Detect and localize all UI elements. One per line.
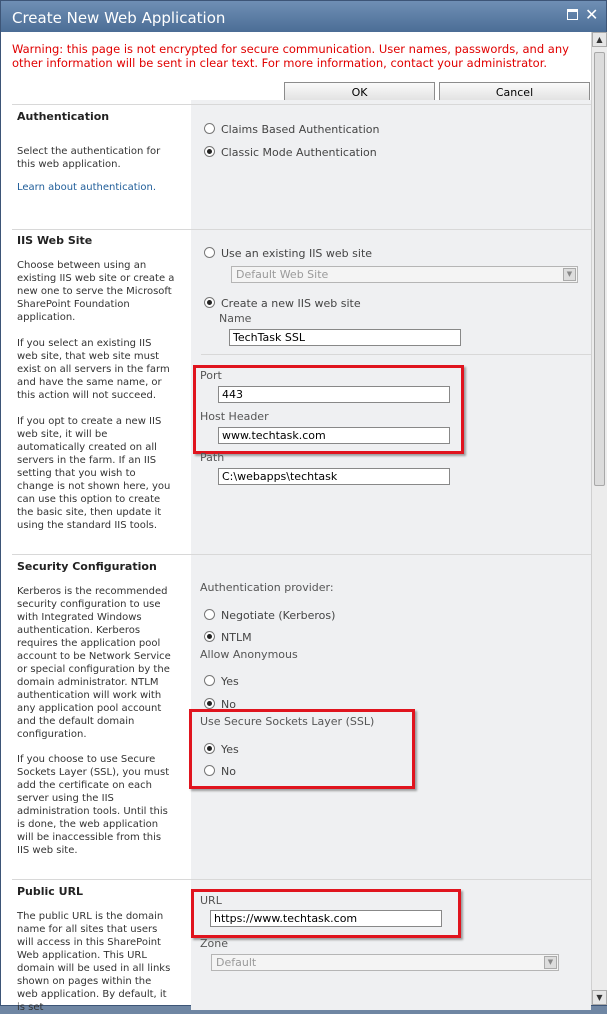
port-label: Port <box>200 369 222 382</box>
maximize-icon[interactable] <box>567 9 578 20</box>
authentication-description: Select the authentication for this web application. <box>17 146 161 170</box>
ssl-highlight <box>189 709 415 789</box>
vertical-scrollbar[interactable] <box>591 32 607 1005</box>
zone-label: Zone <box>200 937 229 950</box>
existing-site-value: Default Web Site <box>236 268 329 281</box>
name-label: Name <box>219 312 252 325</box>
ssl-label: Use Secure Sockets Layer (SSL) <box>200 715 375 728</box>
iis-description-1: Choose between using an existing IIS web site or create a new one to serve the Microsoft SharePoint Foundation application. <box>17 260 175 323</box>
divider <box>201 354 591 355</box>
close-icon[interactable]: ✕ <box>585 5 599 24</box>
chevron-down-icon[interactable]: ▼ <box>563 268 576 281</box>
dialog-content <box>1 32 591 1013</box>
zone-select[interactable] <box>211 954 559 971</box>
scroll-up-icon[interactable]: ▲ <box>592 32 607 47</box>
divider <box>12 229 591 230</box>
iis-description-2: If you select an existing IIS web site, that web site must exist on all servers in the farm and have the same name, or this action will not succeed. <box>17 338 170 401</box>
learn-about-authentication-link[interactable]: Learn about authentication. <box>17 182 157 193</box>
anonymous-yes-radio[interactable] <box>204 675 215 686</box>
create-new-iis-label: Create a new IIS web site <box>221 297 361 310</box>
authentication-title: Authentication <box>17 110 110 123</box>
chevron-down-icon[interactable]: ▼ <box>544 956 557 969</box>
window-title: Create New Web Application <box>12 9 226 27</box>
claims-auth-radio[interactable] <box>204 123 215 134</box>
negotiate-label: Negotiate (Kerberos) <box>221 609 336 622</box>
host-header-input[interactable]: www.techtask.com <box>218 427 450 444</box>
public-url-description: The public URL is the domain name for all sites that users will access in this SharePoint Web application. This URL domain will be used in all links shown on pages within the web application. By default, it is set <box>17 911 171 1013</box>
use-existing-iis-radio[interactable] <box>204 247 215 258</box>
port-host-highlight <box>193 365 464 454</box>
divider <box>12 554 591 555</box>
public-url-highlight <box>191 889 461 938</box>
ssl-no-label: No <box>221 765 236 778</box>
auth-provider-label: Authentication provider: <box>200 581 334 594</box>
cancel-button[interactable]: Cancel <box>439 82 590 104</box>
security-warning: Warning: this page is not encrypted for secure communication. User names, passwords, and any other information will be sent in clear text. For more information, contact your administrator. <box>12 42 569 70</box>
iis-description-3: If you opt to create a new IIS web site, it will be automatically created on all servers in the farm. If an IIS setting that you wish to change is not shown here, you can use this option to create the basic site, then update it using the standard IIS tools. <box>17 416 171 531</box>
anonymous-no-label: No <box>221 698 236 711</box>
scroll-down-icon[interactable]: ▼ <box>592 990 607 1005</box>
zone-value: Default <box>216 956 257 969</box>
security-description-1: Kerberos is the recommended security configuration to use with Integrated Windows authentication. Kerberos requires the application pool account to be Network Service or special configuration by the domain administrator. NTLM authentication will work with any application pool account and the default domain configuration. <box>17 586 171 740</box>
url-label: URL <box>200 894 222 907</box>
classic-auth-radio[interactable] <box>204 146 215 157</box>
iis-website-title: IIS Web Site <box>17 234 93 247</box>
claims-auth-label: Claims Based Authentication <box>221 123 380 136</box>
anonymous-no-radio[interactable] <box>204 698 215 709</box>
classic-auth-label: Classic Mode Authentication <box>221 146 377 159</box>
ok-button[interactable]: OK <box>284 82 435 104</box>
ssl-yes-label: Yes <box>221 743 239 756</box>
negotiate-radio[interactable] <box>204 609 215 620</box>
divider <box>12 879 591 880</box>
site-name-input[interactable]: TechTask SSL <box>229 329 461 346</box>
public-url-title: Public URL <box>17 885 84 898</box>
path-label: Path <box>200 451 225 464</box>
security-config-title: Security Configuration <box>17 560 157 573</box>
use-existing-iis-label: Use an existing IIS web site <box>221 247 373 260</box>
form-fields-pane <box>191 100 591 1010</box>
existing-site-select[interactable] <box>231 266 578 283</box>
title-bar <box>1 1 606 32</box>
path-input[interactable]: C:\webapps\techtask <box>218 468 450 485</box>
security-description-2: If you choose to use Secure Sockets Layer (SSL), you must add the certificate on each server using the IIS administration tools. Until this is done, the web application will be inaccessible from this IIS web site. <box>17 754 170 856</box>
ntlm-radio[interactable] <box>204 631 215 642</box>
ntlm-label: NTLM <box>221 631 252 644</box>
anonymous-yes-label: Yes <box>221 675 239 688</box>
host-header-label: Host Header <box>200 410 269 423</box>
create-new-iis-radio[interactable] <box>204 297 215 308</box>
port-input[interactable]: 443 <box>218 386 450 403</box>
allow-anonymous-label: Allow Anonymous <box>200 648 298 661</box>
divider <box>12 104 591 105</box>
public-url-input[interactable]: https://www.techtask.com <box>210 910 442 927</box>
scrollbar-thumb[interactable] <box>594 52 605 486</box>
